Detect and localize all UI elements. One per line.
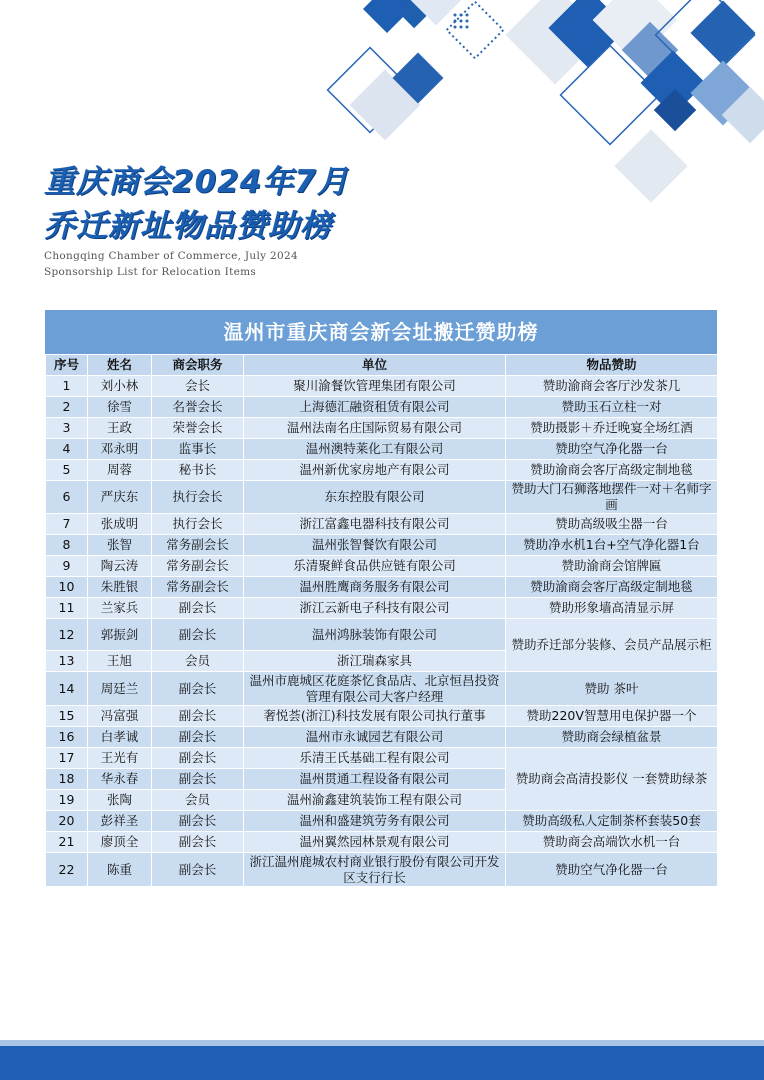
cell-name: 徐雪	[88, 397, 152, 418]
cell-position: 副会长	[152, 811, 244, 832]
cell-position: 常务副会长	[152, 577, 244, 598]
cell-name: 王政	[88, 418, 152, 439]
cell-position: 副会长	[152, 769, 244, 790]
cell-company: 聚川渝餐饮管理集团有限公司	[244, 376, 506, 397]
table-row	[46, 672, 718, 706]
table-row	[46, 397, 718, 418]
cell-position: 副会长	[152, 706, 244, 727]
subtitle-line2: Sponsorship List for Relocation Items	[44, 266, 257, 278]
cell-company: 温州法南名庄国际贸易有限公司	[244, 418, 506, 439]
cell-company: 乐清王氏基础工程有限公司	[244, 748, 506, 769]
header-company: 单位	[244, 355, 506, 376]
title-block	[44, 160, 349, 280]
cell-index: 7	[46, 514, 88, 535]
footer-bar	[0, 1046, 764, 1080]
cell-sponsorship: 赞助220V智慧用电保护器一个	[506, 706, 718, 727]
subtitle-line1: Chongqing Chamber of Commerce, July 2024	[44, 250, 298, 262]
cell-company: 温州澳特莱化工有限公司	[244, 439, 506, 460]
cell-index: 10	[46, 577, 88, 598]
cell-position: 名誉会长	[152, 397, 244, 418]
cell-position: 执行会长	[152, 481, 244, 514]
cell-company: 东东控股有限公司	[244, 481, 506, 514]
cell-position: 副会长	[152, 832, 244, 853]
table-row	[46, 481, 718, 514]
cell-index: 1	[46, 376, 88, 397]
table-row	[46, 376, 718, 397]
cell-company: 温州鸿脉装饰有限公司	[244, 619, 506, 651]
cell-position: 秘书长	[152, 460, 244, 481]
cell-index: 5	[46, 460, 88, 481]
cell-company: 乐清聚鲜食品供应链有限公司	[244, 556, 506, 577]
cell-position: 会员	[152, 651, 244, 672]
cell-sponsorship: 赞助净水机1台+空气净化器1台	[506, 535, 718, 556]
cell-index: 13	[46, 651, 88, 672]
cell-index: 8	[46, 535, 88, 556]
cell-sponsorship: 赞助玉石立柱一对	[506, 397, 718, 418]
cell-index: 6	[46, 481, 88, 514]
cell-position: 副会长	[152, 748, 244, 769]
cell-company: 上海德汇融资租赁有限公司	[244, 397, 506, 418]
sponsorship-table	[45, 310, 717, 887]
cell-position: 荣誉会长	[152, 418, 244, 439]
cell-name: 彭祥圣	[88, 811, 152, 832]
cell-index: 9	[46, 556, 88, 577]
cell-name: 周廷兰	[88, 672, 152, 706]
cell-name: 王光有	[88, 748, 152, 769]
cell-name: 白孝诚	[88, 727, 152, 748]
cell-index: 15	[46, 706, 88, 727]
cell-name: 张智	[88, 535, 152, 556]
cell-sponsorship: 赞助形象墙高清显示屏	[506, 598, 718, 619]
cell-company: 温州贯通工程设备有限公司	[244, 769, 506, 790]
table-grid	[45, 354, 718, 887]
table-row	[46, 832, 718, 853]
cell-index: 21	[46, 832, 88, 853]
table-row	[46, 811, 718, 832]
page-title-line2: 乔迁新址物品赞助榜	[44, 208, 332, 244]
table-body	[46, 376, 718, 887]
header-sponsorship: 物品赞助	[506, 355, 718, 376]
table-row	[46, 418, 718, 439]
cell-company: 浙江富鑫电器科技有限公司	[244, 514, 506, 535]
cell-position: 副会长	[152, 598, 244, 619]
table-row	[46, 556, 718, 577]
cell-index: 18	[46, 769, 88, 790]
cell-sponsorship: 赞助摄影＋乔迁晚宴全场红酒	[506, 418, 718, 439]
cell-index: 3	[46, 418, 88, 439]
cell-index: 20	[46, 811, 88, 832]
cell-name: 朱胜银	[88, 577, 152, 598]
cell-name: 廖顶全	[88, 832, 152, 853]
table-title: 温州市重庆商会新会址搬迁赞助榜	[45, 310, 717, 354]
cell-company: 温州新优家房地产有限公司	[244, 460, 506, 481]
cell-sponsorship: 赞助高级私人定制茶杯套装50套	[506, 811, 718, 832]
cell-index: 16	[46, 727, 88, 748]
cell-company: 浙江温州鹿城农村商业银行股份有限公司开发区支行行长	[244, 853, 506, 887]
table-row	[46, 853, 718, 887]
cell-company: 温州渝鑫建筑装饰工程有限公司	[244, 790, 506, 811]
cell-name: 邓永明	[88, 439, 152, 460]
cell-position: 副会长	[152, 672, 244, 706]
cell-company: 浙江瑞森家具	[244, 651, 506, 672]
cell-index: 12	[46, 619, 88, 651]
cell-name: 陶云涛	[88, 556, 152, 577]
cell-position: 常务副会长	[152, 556, 244, 577]
table-row	[46, 706, 718, 727]
cell-name: 兰家兵	[88, 598, 152, 619]
cell-name: 王旭	[88, 651, 152, 672]
cell-sponsorship: 赞助渝商会客厅高级定制地毯	[506, 577, 718, 598]
cell-position: 副会长	[152, 619, 244, 651]
cell-company: 奢悦荟(浙江)科技发展有限公司执行董事	[244, 706, 506, 727]
cell-company: 温州张智餐饮有限公司	[244, 535, 506, 556]
cell-name: 周蓉	[88, 460, 152, 481]
cell-position: 会员	[152, 790, 244, 811]
cell-sponsorship: 赞助渝商会馆牌匾	[506, 556, 718, 577]
table-row	[46, 619, 718, 651]
cell-index: 14	[46, 672, 88, 706]
cell-sponsorship: 赞助空气净化器一台	[506, 853, 718, 887]
table-row	[46, 598, 718, 619]
cell-sponsorship: 赞助渝商会客厅沙发茶几	[506, 376, 718, 397]
table-row	[46, 514, 718, 535]
cell-company: 温州市永诚园艺有限公司	[244, 727, 506, 748]
cell-company: 温州翼然园林景观有限公司	[244, 832, 506, 853]
cell-index: 4	[46, 439, 88, 460]
cell-position: 执行会长	[152, 514, 244, 535]
cell-sponsorship: 赞助空气净化器一台	[506, 439, 718, 460]
cell-name: 陈重	[88, 853, 152, 887]
cell-position: 会长	[152, 376, 244, 397]
header-position: 商会职务	[152, 355, 244, 376]
cell-name: 严庆东	[88, 481, 152, 514]
page-title-line1: 重庆商会2024年7月	[44, 164, 349, 200]
cell-sponsorship: 赞助大门石狮落地摆件一对＋名师字画	[506, 481, 718, 514]
cell-name: 郭振剑	[88, 619, 152, 651]
cell-name: 冯富强	[88, 706, 152, 727]
cell-position: 副会长	[152, 853, 244, 887]
cell-index: 2	[46, 397, 88, 418]
header-name: 姓名	[88, 355, 152, 376]
table-header-row	[46, 355, 718, 376]
header-index: 序号	[46, 355, 88, 376]
cell-company: 温州胜鹰商务服务有限公司	[244, 577, 506, 598]
cell-index: 11	[46, 598, 88, 619]
table-row	[46, 727, 718, 748]
cell-company: 温州市鹿城区花庭茶忆食品店、北京恒昌投资管理有限公司大客户经理	[244, 672, 506, 706]
cell-sponsorship: 赞助商会高清投影仪 一套赞助绿茶	[506, 748, 718, 811]
cell-name: 张陶	[88, 790, 152, 811]
table-row	[46, 748, 718, 769]
cell-name: 刘小林	[88, 376, 152, 397]
cell-position: 常务副会长	[152, 535, 244, 556]
cell-position: 副会长	[152, 727, 244, 748]
cell-index: 22	[46, 853, 88, 887]
table-row	[46, 439, 718, 460]
cell-name: 华永春	[88, 769, 152, 790]
cell-index: 17	[46, 748, 88, 769]
cell-sponsorship: 赞助商会绿植盆景	[506, 727, 718, 748]
cell-sponsorship: 赞助渝商会客厅高级定制地毯	[506, 460, 718, 481]
cell-index: 19	[46, 790, 88, 811]
table-row	[46, 460, 718, 481]
table-row	[46, 535, 718, 556]
cell-position: 监事长	[152, 439, 244, 460]
cell-name: 张成明	[88, 514, 152, 535]
table-row	[46, 577, 718, 598]
cell-company: 温州和盛建筑劳务有限公司	[244, 811, 506, 832]
cell-company: 浙江云新电子科技有限公司	[244, 598, 506, 619]
cell-sponsorship: 赞助商会高端饮水机一台	[506, 832, 718, 853]
cell-sponsorship: 赞助 茶叶	[506, 672, 718, 706]
cell-sponsorship: 赞助乔迁部分装修、会员产品展示柜	[506, 619, 718, 672]
cell-sponsorship: 赞助高级吸尘器一台	[506, 514, 718, 535]
